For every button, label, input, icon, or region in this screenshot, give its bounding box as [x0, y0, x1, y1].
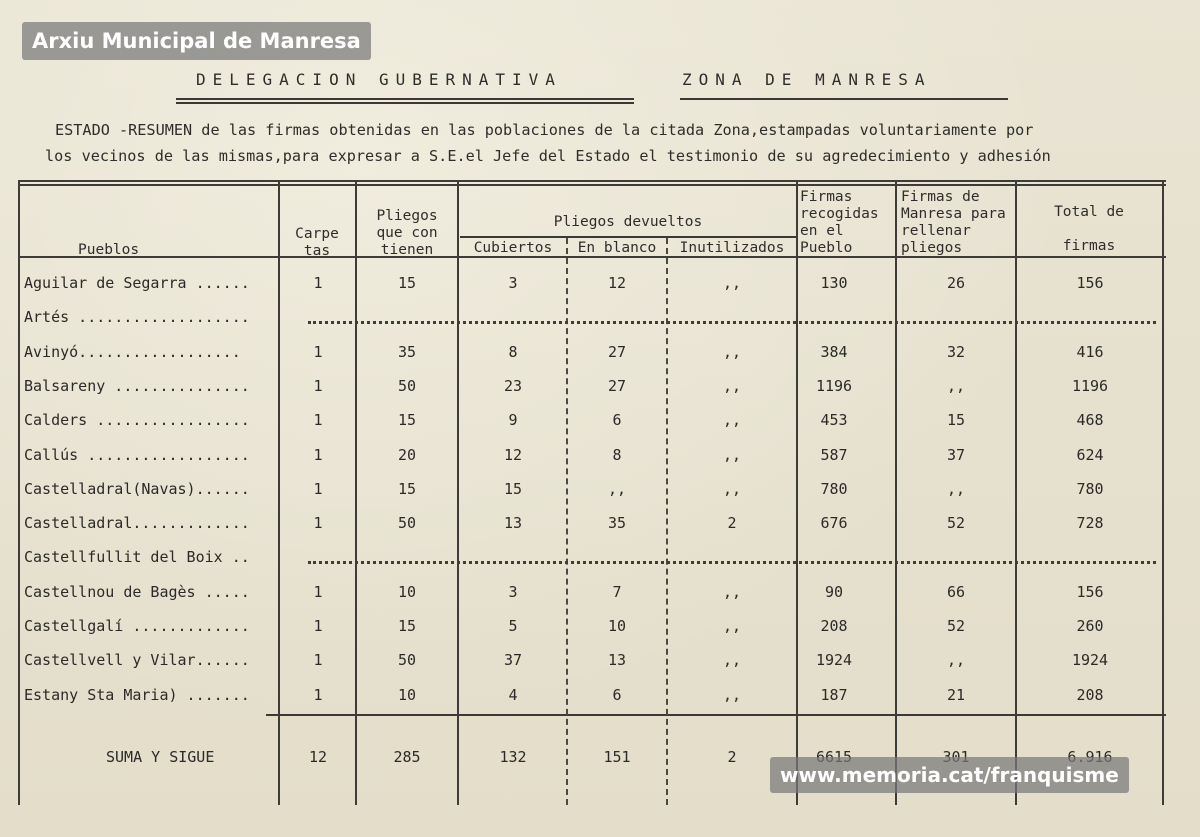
cell-pueblo: Artés ................... [24, 308, 250, 327]
cell-pueblo: Castellgalí ............. [24, 617, 250, 635]
cell-firmas-pueblo: 587 [820, 445, 848, 464]
cell-pueblo: Balsareny ............... [24, 376, 250, 395]
cell-pliegos: 15 [397, 479, 417, 498]
cell-carpetas: 1 [313, 274, 323, 292]
cell-en-blanco: 13 [607, 651, 627, 670]
cell-cubiertos: 9 [508, 411, 518, 430]
cell-pueblo: Estany Sta Maria) ....... [24, 685, 250, 704]
cell-firmas-pueblo: 1196 [815, 376, 853, 395]
totals-separator-line [266, 714, 1166, 716]
header-firmas-manresa: Firmas de Manresa para rellenar pliegos [901, 189, 1006, 256]
cell-cubiertos: 3 [508, 582, 518, 601]
cell-pueblo: Castellfullit del Boix .. [24, 548, 250, 567]
cell-cubiertos: 3 [508, 274, 518, 292]
cell-carpetas: 1 [313, 411, 323, 430]
cell-en-blanco: 12 [607, 274, 627, 292]
col-border-left [18, 180, 20, 805]
summary-table [18, 180, 1166, 805]
cell-carpetas: 1 [313, 651, 323, 670]
cell-firmas-manresa: 52 [946, 514, 966, 533]
cell-cubiertos: 12 [503, 445, 523, 464]
cell-en-blanco: 8 [612, 445, 622, 464]
cell-firmas-pueblo: 453 [820, 411, 848, 430]
cell-pliegos: 10 [397, 685, 417, 704]
cell-cubiertos: 4 [508, 685, 518, 704]
cell-firmas-pueblo: 1924 [815, 651, 853, 670]
cell-firmas-manresa: 21 [946, 685, 966, 704]
cell-en-blanco: 7 [612, 582, 622, 601]
heading-zona: ZONA DE MANRESA [682, 70, 932, 89]
header-total: Total de firmas [1054, 204, 1124, 254]
cell-pueblo: Callús .................. [24, 445, 250, 464]
cell-pueblo: Castellnou de Bagès ..... [24, 582, 250, 601]
totals-label: SUMA Y SIGUE [106, 748, 215, 766]
cell-firmas-pueblo: 780 [820, 479, 848, 498]
description-line-1: ESTADO -RESUMEN de las firmas obtenidas en las poblaciones de la citada Zona,estampadas voluntariamente por [55, 121, 1034, 139]
cell-pliegos: 50 [397, 651, 417, 670]
cell-inutilizados: ,, [722, 376, 742, 395]
cell-pueblo: Castellvell y Vilar...... [24, 651, 250, 670]
cell-pueblo: Aguilar de Segarra ...... [24, 274, 250, 292]
heading-delegacion: DELEGACION GUBERNATIVA [196, 70, 562, 89]
cell-total: 1196 [1071, 376, 1109, 395]
cell-inutilizados: ,, [722, 445, 742, 464]
totals-inutilizados: 2 [727, 748, 737, 766]
cell-total: 624 [1076, 445, 1104, 464]
cell-cubiertos: 15 [503, 479, 523, 498]
cell-inutilizados: ,, [722, 411, 742, 430]
cell-carpetas: 1 [313, 514, 323, 533]
cell-total: 260 [1076, 617, 1104, 635]
table-top-border [18, 180, 1166, 182]
totals-cubiertos: 132 [499, 748, 527, 766]
cell-carpetas: 1 [313, 685, 323, 704]
cell-firmas-manresa: 32 [946, 342, 966, 361]
archive-watermark: Arxiu Municipal de Manresa [22, 22, 371, 60]
cell-inutilizados: ,, [722, 651, 742, 670]
cell-pliegos: 15 [397, 274, 417, 292]
cell-firmas-pueblo: 384 [820, 342, 848, 361]
cell-pliegos: 50 [397, 514, 417, 533]
description-line-2: los vecinos de las mismas,para expresar a S.E.el Jefe del Estado el testimonio de su agredecimiento y adhesión [45, 147, 1051, 165]
cell-firmas-pueblo: 130 [820, 274, 848, 292]
cell-cubiertos: 5 [508, 617, 518, 635]
cell-cubiertos: 37 [503, 651, 523, 670]
cell-en-blanco: 27 [607, 342, 627, 361]
cell-inutilizados: ,, [722, 582, 742, 601]
cell-total: 1924 [1071, 651, 1109, 670]
cell-firmas-manresa: ,, [946, 651, 966, 670]
cell-pueblo: Castelladral(Navas)...... [24, 479, 250, 498]
cell-total: 728 [1076, 514, 1104, 533]
header-en-blanco: En blanco [577, 240, 657, 256]
dotted-leader [308, 561, 1156, 564]
cell-carpetas: 1 [313, 617, 323, 635]
cell-firmas-manresa: 26 [946, 274, 966, 292]
header-firmas-pueblo: Firmas recogidas en el Pueblo [800, 189, 879, 256]
cell-en-blanco: 10 [607, 617, 627, 635]
totals-en-blanco: 151 [603, 748, 631, 766]
cell-pliegos: 20 [397, 445, 417, 464]
cell-pliegos: 15 [397, 617, 417, 635]
cell-carpetas: 1 [313, 376, 323, 395]
cell-firmas-manresa: 37 [946, 445, 966, 464]
header-cubiertos: Cubiertos [473, 240, 553, 256]
cell-en-blanco: 27 [607, 376, 627, 395]
cell-total: 416 [1076, 342, 1104, 361]
header-pueblos: Pueblos [78, 242, 140, 258]
cell-total: 780 [1076, 479, 1104, 498]
cell-pliegos: 35 [397, 342, 417, 361]
cell-inutilizados: ,, [722, 617, 742, 635]
cell-firmas-manresa: 66 [946, 582, 966, 601]
totals-pliegos: 285 [393, 748, 421, 766]
cell-pliegos: 10 [397, 582, 417, 601]
cell-total: 156 [1076, 274, 1104, 292]
cell-carpetas: 1 [313, 582, 323, 601]
cell-firmas-manresa: 52 [946, 617, 966, 635]
cell-inutilizados: ,, [722, 685, 742, 704]
cell-firmas-pueblo: 208 [820, 617, 848, 635]
cell-en-blanco: 35 [607, 514, 627, 533]
header-pliegos: Pliegos que con tienen [376, 208, 438, 258]
cell-pueblo: Castelladral............. [24, 514, 250, 533]
cell-pliegos: 15 [397, 411, 417, 430]
cell-en-blanco: 6 [612, 411, 622, 430]
cell-firmas-pueblo: 90 [824, 582, 844, 601]
cell-cubiertos: 8 [508, 342, 518, 361]
cell-firmas-manresa: ,, [946, 479, 966, 498]
cell-inutilizados: 2 [727, 514, 737, 533]
header-carpetas: Carpe tas [295, 226, 339, 259]
cell-firmas-manresa: 15 [946, 411, 966, 430]
heading-underline-right [680, 98, 1008, 100]
cell-en-blanco: 6 [612, 685, 622, 704]
cell-total: 208 [1076, 685, 1104, 704]
heading-underline-left [176, 98, 634, 100]
cell-cubiertos: 23 [503, 376, 523, 395]
cell-inutilizados: ,, [722, 342, 742, 361]
table-top-border-2 [18, 184, 1166, 186]
cell-carpetas: 1 [313, 342, 323, 361]
devueltos-subheader-line [460, 236, 796, 238]
website-watermark[interactable]: www.memoria.cat/franquisme [770, 757, 1129, 793]
cell-pueblo: Calders ................. [24, 411, 250, 430]
cell-total: 468 [1076, 411, 1104, 430]
cell-inutilizados: ,, [722, 479, 742, 498]
cell-carpetas: 1 [313, 445, 323, 464]
cell-carpetas: 1 [313, 479, 323, 498]
header-inutilizados: Inutilizados [679, 240, 785, 256]
cell-firmas-pueblo: 676 [820, 514, 848, 533]
cell-pliegos: 50 [397, 376, 417, 395]
cell-cubiertos: 13 [503, 514, 523, 533]
dotted-leader [308, 321, 1156, 324]
cell-firmas-manresa: ,, [946, 376, 966, 395]
cell-inutilizados: ,, [722, 274, 742, 292]
cell-total: 156 [1076, 582, 1104, 601]
cell-firmas-pueblo: 187 [820, 685, 848, 704]
cell-en-blanco: ,, [607, 479, 627, 498]
totals-carpetas: 12 [308, 748, 328, 766]
cell-pueblo: Avinyó.................. [24, 342, 241, 361]
header-pliegos-devueltos: Pliegos devueltos [553, 214, 703, 230]
heading-underline-left-2 [176, 102, 634, 104]
